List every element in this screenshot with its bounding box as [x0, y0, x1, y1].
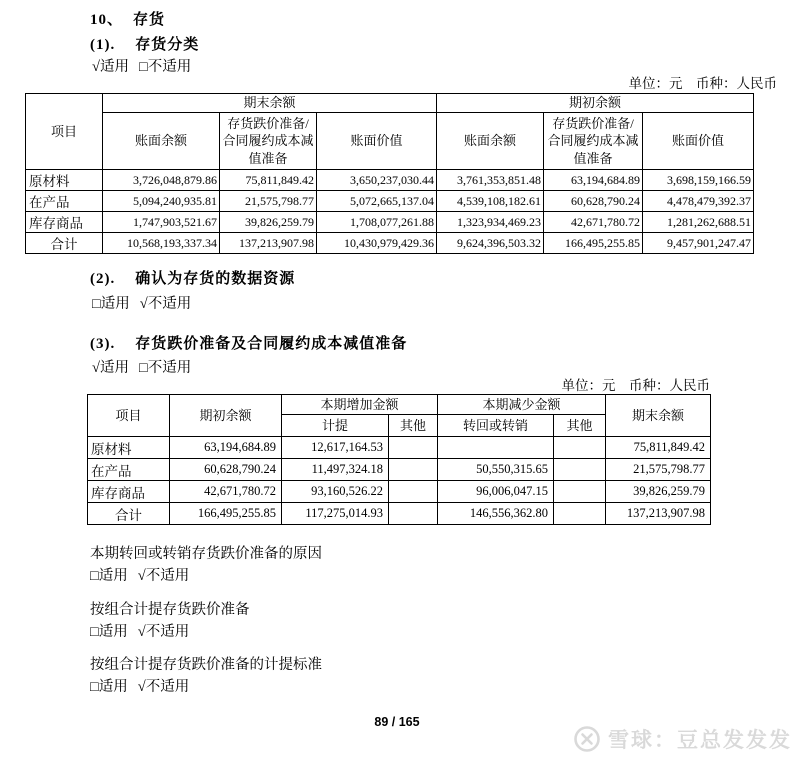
not-applicable-option: √不适用	[137, 679, 190, 695]
table-row-finished-goods	[88, 481, 711, 503]
subsection-3-number: (3).	[90, 336, 116, 352]
value-cell	[389, 503, 438, 525]
page-number: 89 / 165	[374, 715, 420, 729]
table-row-raw-materials	[26, 170, 754, 191]
note-2-applicability	[90, 620, 189, 641]
header-beginning-balance: 期初余额	[170, 395, 282, 437]
applicable-option: □适用	[90, 624, 128, 640]
value-cell: 9,457,901,247.47	[643, 233, 754, 254]
value-cell: 60,628,790.24	[544, 191, 643, 212]
value-cell	[389, 437, 438, 459]
value-cell: 75,811,849.42	[606, 437, 711, 459]
header-reversal-or-writeoff: 转回或转销	[438, 415, 554, 437]
table-row-raw-materials	[88, 437, 711, 459]
table-row-finished-goods	[26, 212, 754, 233]
subsection-1-number: (1).	[90, 37, 116, 53]
value-cell: 39,826,259.79	[606, 481, 711, 503]
not-applicable-option: √不适用	[139, 296, 192, 312]
subsection-1-title: 存货分类	[135, 37, 200, 53]
item-cell: 在产品	[26, 191, 103, 212]
value-cell	[389, 481, 438, 503]
header-impairment-provision: 存货跌价准备/合同履约成本减值准备	[544, 113, 643, 170]
subsection-2-number: (2).	[90, 271, 116, 287]
table-row-total	[88, 503, 711, 525]
value-cell: 60,628,790.24	[170, 459, 282, 481]
header-ending-balance-group: 期末余额	[103, 94, 437, 113]
section-heading	[90, 8, 165, 29]
value-cell: 1,323,934,469.23	[437, 212, 544, 233]
item-cell: 库存商品	[26, 212, 103, 233]
value-cell: 50,550,315.65	[438, 459, 554, 481]
value-cell: 117,275,014.93	[282, 503, 389, 525]
value-cell	[554, 481, 606, 503]
header-increase-group: 本期增加金额	[282, 395, 438, 415]
table-header-row	[26, 94, 754, 113]
not-applicable-option: □不适用	[138, 59, 192, 75]
value-cell: 4,539,108,182.61	[437, 191, 544, 212]
value-cell: 137,213,907.98	[606, 503, 711, 525]
subsection-3-title: 存货跌价准备及合同履约成本减值准备	[135, 336, 408, 352]
value-cell: 1,708,077,261.88	[317, 212, 437, 233]
note-3-title: 按组合计提存货跌价准备的计提标准	[90, 657, 322, 673]
header-other: 其他	[389, 415, 438, 437]
applicability-line-2	[92, 292, 191, 313]
header-book-balance: 账面余额	[103, 113, 220, 170]
value-cell: 166,495,255.85	[544, 233, 643, 254]
header-item: 项目	[88, 395, 170, 437]
value-cell	[554, 459, 606, 481]
value-cell	[554, 503, 606, 525]
header-decrease-group: 本期减少金额	[438, 395, 606, 415]
applicable-option: √适用	[92, 360, 129, 376]
header-impairment-provision: 存货跌价准备/合同履约成本减值准备	[220, 113, 317, 170]
table-row-work-in-progress	[26, 191, 754, 212]
subsection-2-heading	[90, 267, 295, 288]
value-cell: 137,213,907.98	[220, 233, 317, 254]
item-cell: 原材料	[26, 170, 103, 191]
value-cell: 1,281,262,688.51	[643, 212, 754, 233]
note-2-title: 按组合计提存货跌价准备	[90, 602, 250, 618]
value-cell: 10,430,979,429.36	[317, 233, 437, 254]
impairment-provision-table	[87, 394, 711, 525]
table-row-total	[26, 233, 754, 254]
value-cell: 3,726,048,879.86	[103, 170, 220, 191]
value-cell: 146,556,362.80	[438, 503, 554, 525]
not-applicable-option: √不适用	[137, 568, 190, 584]
value-cell: 63,194,684.89	[544, 170, 643, 191]
applicable-option: □适用	[92, 296, 130, 312]
value-cell: 5,094,240,935.81	[103, 191, 220, 212]
value-cell: 3,761,353,851.48	[437, 170, 544, 191]
not-applicable-option: □不适用	[138, 360, 192, 376]
item-cell-total: 合计	[26, 233, 103, 254]
section-title: 存货	[133, 12, 166, 28]
value-cell: 21,575,798.77	[220, 191, 317, 212]
header-other: 其他	[554, 415, 606, 437]
value-cell: 21,575,798.77	[606, 459, 711, 481]
value-cell	[438, 437, 554, 459]
applicable-option: √适用	[92, 59, 129, 75]
watermark-text: 雪球：豆总发发发	[608, 729, 792, 752]
item-cell: 库存商品	[88, 481, 170, 503]
item-cell: 在产品	[88, 459, 170, 481]
table-header-row	[88, 395, 711, 415]
value-cell: 96,006,047.15	[438, 481, 554, 503]
value-cell: 75,811,849.42	[220, 170, 317, 191]
subsection-3-heading	[90, 332, 407, 353]
subsection-1-heading	[90, 33, 199, 54]
value-cell: 4,478,479,392.37	[643, 191, 754, 212]
item-cell: 原材料	[88, 437, 170, 459]
subsection-2-title: 确认为存货的数据资源	[135, 271, 296, 287]
value-cell: 9,624,396,503.32	[437, 233, 544, 254]
unit-note-2: 单位：元 币种：人民币	[561, 378, 710, 393]
value-cell: 3,698,159,166.59	[643, 170, 754, 191]
value-cell: 39,826,259.79	[220, 212, 317, 233]
value-cell: 1,747,903,521.67	[103, 212, 220, 233]
header-book-value: 账面价值	[643, 113, 754, 170]
note-1-applicability	[90, 564, 189, 585]
value-cell: 10,568,193,337.34	[103, 233, 220, 254]
section-number: 10、	[90, 12, 124, 28]
note-1-title: 本期转回或转销存货跌价准备的原因	[90, 546, 322, 562]
value-cell: 12,617,164.53	[282, 437, 389, 459]
value-cell: 5,072,665,137.04	[317, 191, 437, 212]
value-cell	[389, 459, 438, 481]
xueqiu-logo-icon	[573, 725, 601, 753]
value-cell: 42,671,780.72	[170, 481, 282, 503]
note-3-applicability	[90, 675, 189, 696]
inventory-classification-table	[25, 93, 754, 254]
item-cell-total: 合计	[88, 503, 170, 525]
value-cell: 63,194,684.89	[170, 437, 282, 459]
unit-note-1: 单位：元 币种：人民币	[628, 76, 777, 91]
applicable-option: □适用	[90, 679, 128, 695]
value-cell: 3,650,237,030.44	[317, 170, 437, 191]
header-item: 项目	[26, 94, 103, 170]
watermark	[573, 724, 792, 754]
value-cell: 166,495,255.85	[170, 503, 282, 525]
header-beginning-balance-group: 期初余额	[437, 94, 754, 113]
value-cell: 93,160,526.22	[282, 481, 389, 503]
value-cell: 11,497,324.18	[282, 459, 389, 481]
header-book-balance: 账面余额	[437, 113, 544, 170]
header-ending-balance: 期末余额	[606, 395, 711, 437]
applicable-option: □适用	[90, 568, 128, 584]
value-cell	[554, 437, 606, 459]
value-cell: 42,671,780.72	[544, 212, 643, 233]
table-row-work-in-progress	[88, 459, 711, 481]
header-accrual: 计提	[282, 415, 389, 437]
table-subheader-row	[26, 113, 754, 170]
not-applicable-option: √不适用	[137, 624, 190, 640]
header-book-value: 账面价值	[317, 113, 437, 170]
